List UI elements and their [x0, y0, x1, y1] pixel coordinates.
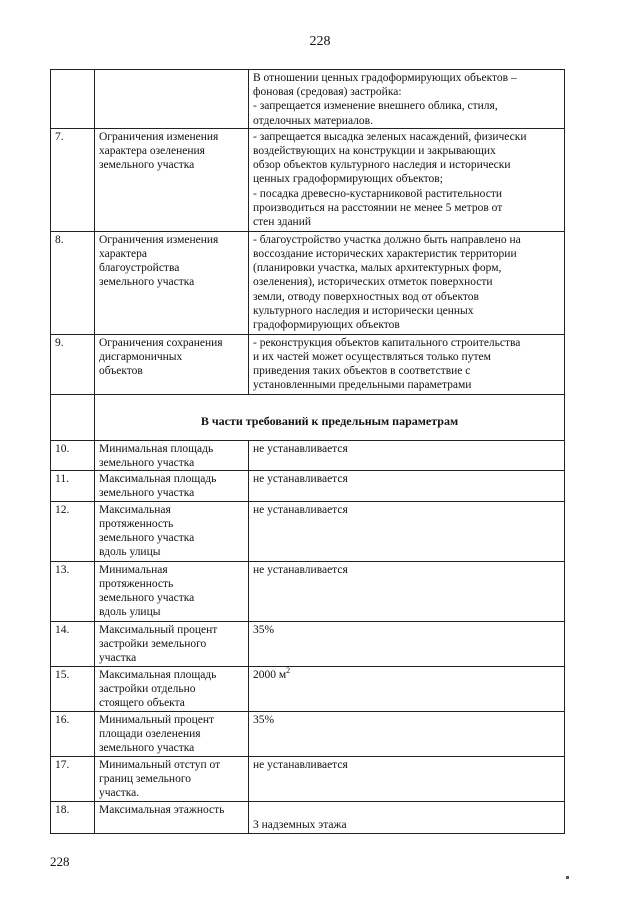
row-name: Минимальный процент площади озеленения земельного участка	[95, 711, 249, 756]
row-value: 35%	[249, 621, 565, 666]
row-number	[51, 70, 95, 129]
row-value: - благоустройство участка должно быть направлено на воссоздание исторических характеристик территории (планировки участка, малых архитектурных форм, озеленения), исторических отметок поверхности земли, отводу поверхностных вод от объектов культурного наследия и исторически ценных градоформирующих объектов	[249, 231, 565, 334]
table-row	[51, 621, 565, 666]
row-value: В отношении ценных градоформирующих объектов – фоновая (средовая) застройка: - запрещается изменение внешнего облика, стиля, отделочных материалов.	[249, 70, 565, 129]
row-value: не устанавливается	[249, 440, 565, 470]
row-name	[95, 70, 249, 129]
row-number: 18.	[51, 801, 95, 833]
row-name: Минимальная площадь земельного участка	[95, 440, 249, 470]
row-name: Ограничения изменения характера озеленения земельного участка	[95, 128, 249, 231]
table-row	[51, 711, 565, 756]
area-unit-superscript: 2	[286, 665, 291, 675]
row-number: 16.	[51, 711, 95, 756]
row-name: Максимальная площадь земельного участка	[95, 471, 249, 501]
section-title: В части требований к предельным параметрам	[95, 394, 565, 440]
row-name: Максимальная протяженность земельного участка вдоль улицы	[95, 501, 249, 561]
row-value: не устанавливается	[249, 501, 565, 561]
table-row	[51, 128, 565, 231]
table-row	[51, 334, 565, 394]
table-row	[51, 756, 565, 801]
row-value: - реконструкция объектов капитального строительства и их частей может осуществляться только путем приведения таких объектов в соответствие с установленными предельными параметрами	[249, 334, 565, 394]
row-number: 11.	[51, 471, 95, 501]
row-number: 13.	[51, 561, 95, 621]
row-name: Максимальная площадь застройки отдельно стоящего объекта	[95, 666, 249, 711]
table-row	[51, 666, 565, 711]
row-name: Максимальный процент застройки земельного участка	[95, 621, 249, 666]
row-name: Минимальная протяженность земельного участка вдоль улицы	[95, 561, 249, 621]
row-number: 17.	[51, 756, 95, 801]
row-value: 35%	[249, 711, 565, 756]
row-number: 12.	[51, 501, 95, 561]
page-number-bottom: 228	[50, 854, 70, 869]
row-value: 3 надземных этажа	[249, 801, 565, 833]
table-row	[51, 231, 565, 334]
table-row	[51, 70, 565, 129]
page-number-top: 228	[309, 34, 331, 49]
row-value	[249, 666, 565, 711]
scan-mark	[566, 876, 569, 879]
section-row	[51, 394, 565, 440]
row-number: 14.	[51, 621, 95, 666]
row-number: 7.	[51, 128, 95, 231]
row-number: 8.	[51, 231, 95, 334]
row-value: не устанавливается	[249, 756, 565, 801]
table-row	[51, 440, 565, 470]
table-row	[51, 501, 565, 561]
row-value: - запрещается высадка зеленых насаждений, физически воздействующих на конструкции и закрывающих обзор объектов культурного наследия и историчеcки ценных градоформирующих объектов; - посадка древесно-кустарниковой растительности производиться на расстоянии не менее 5 метров от стен зданий	[249, 128, 565, 231]
row-name: Ограничения сохранения дисгармоничных объектов	[95, 334, 249, 394]
area-value: 2000 м	[253, 668, 287, 681]
row-number: 9.	[51, 334, 95, 394]
row-number: 15.	[51, 666, 95, 711]
table-row	[51, 801, 565, 833]
row-value: не устанавливается	[249, 471, 565, 501]
row-number: 10.	[51, 440, 95, 470]
table-row	[51, 561, 565, 621]
row-name: Ограничения изменения характера благоустройства земельного участка	[95, 231, 249, 334]
row-name: Минимальный отступ от границ земельного участка.	[95, 756, 249, 801]
row-number	[51, 394, 95, 440]
row-value: не устанавливается	[249, 561, 565, 621]
parameters-table	[50, 69, 565, 834]
table-row	[51, 471, 565, 501]
row-name: Максимальная этажность	[95, 801, 249, 833]
